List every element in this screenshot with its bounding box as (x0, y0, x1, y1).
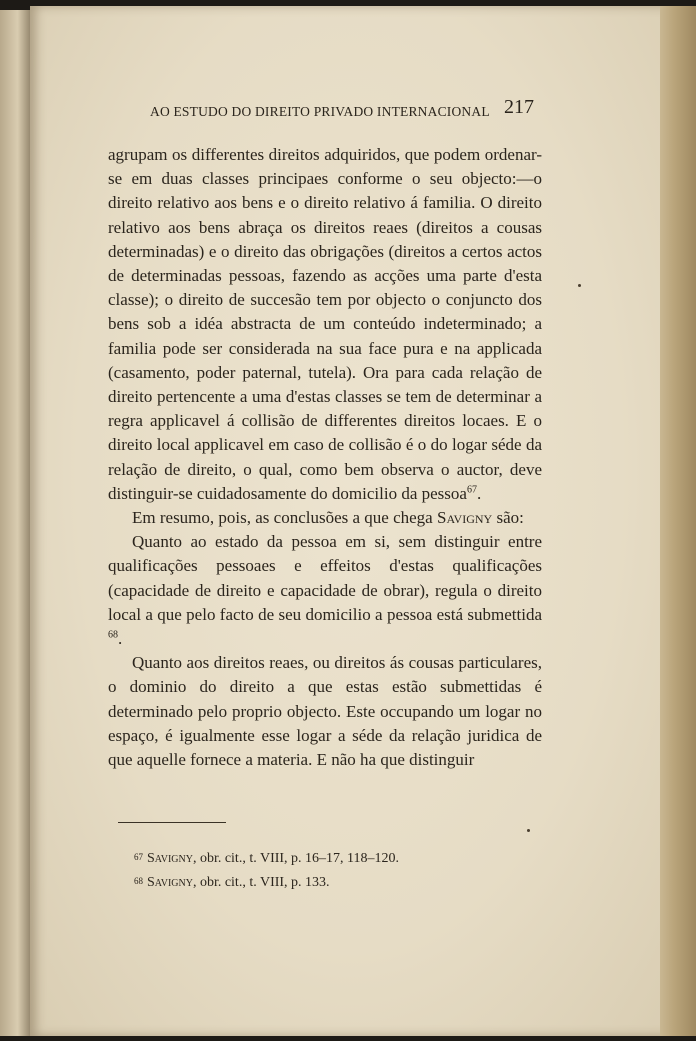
paragraph-3 (108, 530, 542, 651)
footnote-author: Savigny (147, 875, 193, 890)
right-page-edge (660, 6, 696, 1036)
page-header (150, 96, 540, 124)
paragraph-2-text: Em resumo, pois, as conclusões a que chega (132, 508, 433, 528)
paragraph-3-end: . (118, 629, 123, 649)
paper-speck (527, 829, 530, 832)
footnotes (134, 846, 534, 894)
paragraph-2-end: são: (496, 508, 524, 528)
author-name: Savigny (436, 508, 493, 528)
footnote-divider (118, 822, 226, 823)
left-page-edge (0, 10, 32, 1036)
footnote-68 (134, 870, 534, 894)
paragraph-1-text: agrupam os differentes direitos adquiridos, que podem ordenar-se em duas classes principaes conforme o seu objecto:—o direito relativo aos bens e o direito relativo á familia. O direito relativo aos bens abraça os direitos reaes (direitos a cousas determinadas) e o direito das obrigações (direitos a certos actos de determinadas pessoas, fazendo as acções uma parte d'esta classe); o direito de succesão tem por objecto o conjuncto dos bens sob a idéa abstracta de um conteúdo indeterminado; a familia pode ser considerada na sua face pura e na applicada (casamento, poder paternal, tutela). Ora para cada relação de direito pertencente a uma d'estas classes se tem de determinar a regra applicavel á collisão de differentes direitos locaes. E o direito local applicavel em caso de collisão é o do logar séde da relação de direito, o qual, como bem observa o auctor, deve distinguir-se cuidadosamente do domicilio da pessoa (108, 145, 542, 503)
paper-speck (578, 284, 581, 287)
footnote-citation: , obr. cit., t. VIII, p. 133. (192, 875, 330, 890)
paragraph-3-text: Quanto ao estado da pessoa em si, sem distinguir entre qualificações pessoaes e effeitos d'estas qualificações (capacidade de direito e capacidade de obrar), regula o direito local a que pelo facto de seu domicilio a pessoa está submettida (108, 532, 542, 624)
paragraph-4: Quanto aos direitos reaes, ou direitos ás cousas particulares, o dominio do direito a que estas estão submettidas é determinado pelo proprio objecto. Este occupando um logar no espaço, é igualmente esse logar a séde da relação juridica de que aquelle fornece a materia. E não ha que distinguir (108, 653, 542, 770)
paragraph-1-end: . (476, 483, 482, 503)
body-text (108, 143, 542, 772)
running-title: AO ESTUDO DO DIREITO PRIVADO INTERNACIONAL (150, 104, 490, 119)
footnote-67 (134, 846, 534, 870)
footnote-ref-67: 67 (466, 484, 477, 496)
page-number: 217 (504, 96, 534, 118)
footnote-author: Savigny (147, 851, 193, 866)
footnote-ref-68: 68 (108, 629, 118, 641)
paragraph-2 (108, 506, 542, 530)
paragraph-1 (108, 143, 542, 506)
footnote-citation: , obr. cit., t. VIII, p. 16–17, 118–120. (192, 851, 400, 866)
footnote-mark: 68 (134, 876, 143, 886)
footnote-mark: 67 (134, 852, 143, 862)
